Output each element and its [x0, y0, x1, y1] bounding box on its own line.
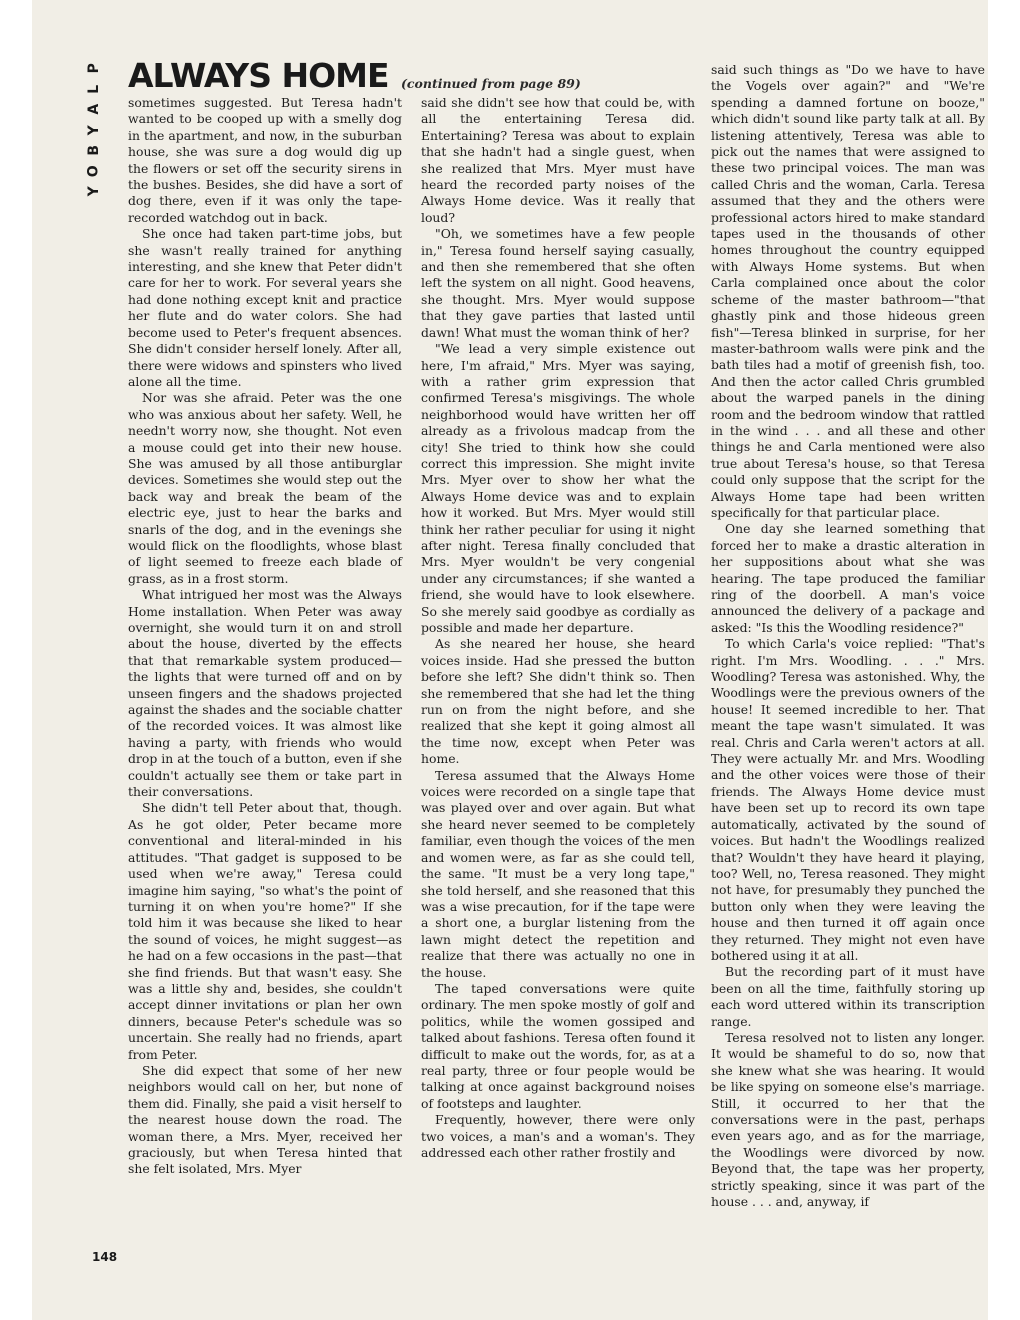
- magazine-page: [32, 0, 988, 1320]
- paragraph: She did expect that some of her new neighbors would call on her, but none of them did. Finally, she paid a visit herself to the nearest house down the road. The woman there, a Mrs. Myer, received her graciously, but when Teresa hinted that she felt isolated, Mrs. Myer: [128, 1062, 402, 1177]
- continued-note: (continued from page 89): [401, 76, 581, 91]
- paragraph: said she didn't see how that could be, with all the entertaining Teresa did. Entertaining? Teresa was about to explain that she hadn't had a single guest, when she realized that Mrs. Myer must have heard the recorded party noises of the Always Home device. Was it really that loud?: [421, 95, 695, 225]
- article-title: ALWAYS HOME: [128, 56, 389, 95]
- paragraph: "Oh, we sometimes have a few people in," Teresa found herself saying casually, and then she remembered that she often left the system on all night. Good heavens, she thought. Mrs. Myer would suppose that they gave parties that lasted until dawn! What must the woman think of her?: [421, 226, 695, 340]
- magazine-name-letter: O: [85, 164, 102, 177]
- paragraph: sometimes suggested. But Teresa hadn't wanted to be cooped up with a smelly dog in the apartment, and now, in the suburban house, she was sure a dog would dig up the flowers or set off the security sirens in the bushes. Besides, she did have a sort of dog there, even if it was only the tape-recorded watchdog out in back.: [128, 95, 402, 225]
- paragraph: Nor was she afraid. Peter was the one who was anxious about her safety. Well, he needn't worry now, she thought. Not even a mouse could get into their new house. She was amused by all those antiburglar devices. Sometimes she would step out the back way and break the beam of the electric eye, just to hear the barks and snarls of the dog, and in the evenings she would flick on the floodlights, whose blast of light seemed to freeze each blade of grass, as in a frost storm.: [128, 390, 402, 586]
- paragraph: She once had taken part-time jobs, but she wasn't really trained for anything interesting, and she knew that Peter didn't care for her to work. For several years she had done nothing except knit and practice her flute and do water colors. She had become used to Peter's frequent absences. She didn't consider herself lonely. After all, there were widows and spinsters who lived alone all the time.: [128, 226, 402, 389]
- paragraph: said such things as "Do we have to have the Vogels over again?" and "We're spending a damned fortune on booze," which didn't sound like party talk at all. By listening attentively, Teresa was able to pick out the names that were assigned to these two principal voices. The man was called Chris and the woman, Carla. Teresa assumed that they and the others were professional actors hired to make standard tapes used in the thousands of other homes throughout the country equipped with Always Home systems. But when Carla complained once about the color scheme of the master bathroom—"that ghastly pink and those hideous green fish"—Teresa blinked in surprise, for her master-bathroom walls were pink and the bath tiles had a motif of greenish fish, too. And then the actor called Chris grumbled about the warped panels in the dining room and the bedroom window that rattled in the wind . . . and all these and other things he and Carla mentioned were also true about Teresa's house, so that Teresa could only suppose that the script for the Always Home tape had been written specifically for that particular place.: [711, 62, 985, 520]
- paragraph: As she neared her house, she heard voices inside. Had she pressed the button before she left? She didn't think so. Then she remembered that she had let the thing run on from the night before, and she realized that she kept it going almost all the time now, except when Peter was home.: [421, 636, 695, 767]
- paragraph: She didn't tell Peter about that, though. As he got older, Peter became more conventional and literal-minded in his attitudes. "That gadget is supposed to be used when we're away," Teresa could imagine him saying, "so what's the point of turning it on when you're home?" If she told him it was because she liked to hear the sound of voices, he might suggest—as he had on a few occasions in the past—that she find friends. But that wasn't easy. She was a little shy and, besides, she couldn't accept dinner invitations or plan her own dinners, because Peter's schedule was so uncertain. She really had no friends, apart from Peter.: [128, 800, 402, 1062]
- magazine-name-vertical: [84, 58, 104, 218]
- magazine-name-letter: B: [85, 144, 102, 156]
- magazine-name-letter: P: [85, 63, 102, 74]
- magazine-name-letter: L: [85, 84, 102, 94]
- page-number: 148: [92, 1250, 118, 1264]
- magazine-name-letter: A: [85, 103, 102, 115]
- paragraph: Frequently, however, there were only two voices, a man's and a woman's. They addressed each other rather frostily and: [421, 1112, 695, 1160]
- paragraph: Teresa assumed that the Always Home voices were recorded on a single tape that was played over and over again. But what she heard never seemed to be completely familiar, even though the voices of the men and women were, as far as she could tell, the same. "It must be a very long tape," she told herself, and she reasoned that this was a wise precaution, for if the tape were a short one, a burglar listening from the lawn might detect the repetition and realize that there was actually no one in the house.: [421, 767, 695, 980]
- paragraph: But the recording part of it must have been on all the time, faithfully storing up each word uttered within its transcription range.: [711, 964, 985, 1029]
- paragraph: Teresa resolved not to listen any longer. It would be shameful to do so, now that she knew what she was hearing. It would be like spying on someone else's marriage. Still, it occurred to her that the conversations were in the past, perhaps even years ago, and as for the marriage, the Woodlings were divorced by now. Beyond that, the tape was her property, strictly speaking, since it was part of the house . . . and, anyway, if: [711, 1029, 985, 1210]
- paragraph: The taped conversations were quite ordinary. The men spoke mostly of golf and politics, while the women gossiped and talked about fashions. Teresa often found it difficult to make out the words, for, as at a real party, three or four people would be talking at once against background noises of footsteps and laughter.: [421, 980, 695, 1111]
- text-column-1: [128, 95, 402, 1178]
- text-column-2: [421, 95, 695, 1161]
- text-column-3: [711, 62, 985, 1210]
- paragraph: What intrigued her most was the Always Home installation. When Peter was away overnight, she would turn it on and stroll about the house, diverted by the effects that that remarkable system produced—the lights that were turned off and on by unseen fingers and the shadows projected against the shades and the sociable chatter of the recorded voices. It was almost like having a party, with friends who would drop in at the touch of a button, even if she couldn't actually see them or take part in their conversations.: [128, 587, 402, 800]
- magazine-name-letter: Y: [85, 124, 102, 135]
- paragraph: "We lead a very simple existence out here, I'm afraid," Mrs. Myer was saying, with a rather grim expression that confirmed Teresa's misgivings. The whole neighborhood would have written her off already as a frivolous madcap from the city! She tried to think how she could correct this impression. She might invite Mrs. Myer over to show her what the Always Home device was and to explain how it worked. But Mrs. Myer would still think her rather peculiar for using it night after night. Teresa finally concluded that Mrs. Myer wouldn't be very congenial under any circumstances; if she wanted a friend, she would have to look elsewhere. So she merely said goodbye as cordially as possible and made her departure.: [421, 341, 695, 635]
- paragraph: To which Carla's voice replied: "That's right. I'm Mrs. Woodling. . . ." Mrs. Woodling? Teresa was astonished. Why, the Woodlings were the previous owners of the house! It seemed incredible to her. That meant the tape wasn't simulated. It was real. Chris and Carla weren't actors at all. They were actually Mr. and Mrs. Woodling and the other voices were those of their friends. The Always Home device must have been set up to record its own tape automatically, activated by the sound of voices. But hadn't the Woodlings realized that? Wouldn't they have heard it playing, too? Well, no, Teresa reasoned. They might not have, for presumably they punched the button only when they were leaving the house and then turned it off again once they returned. They might not even have bothered using it at all.: [711, 636, 985, 963]
- magazine-name-letter: Y: [85, 186, 102, 197]
- paragraph: One day she learned something that forced her to make a drastic alteration in her suppositions about what she was hearing. The tape produced the familiar ring of the doorbell. A man's voice announced the delivery of a package and asked: "Is this the Woodling residence?": [711, 521, 985, 635]
